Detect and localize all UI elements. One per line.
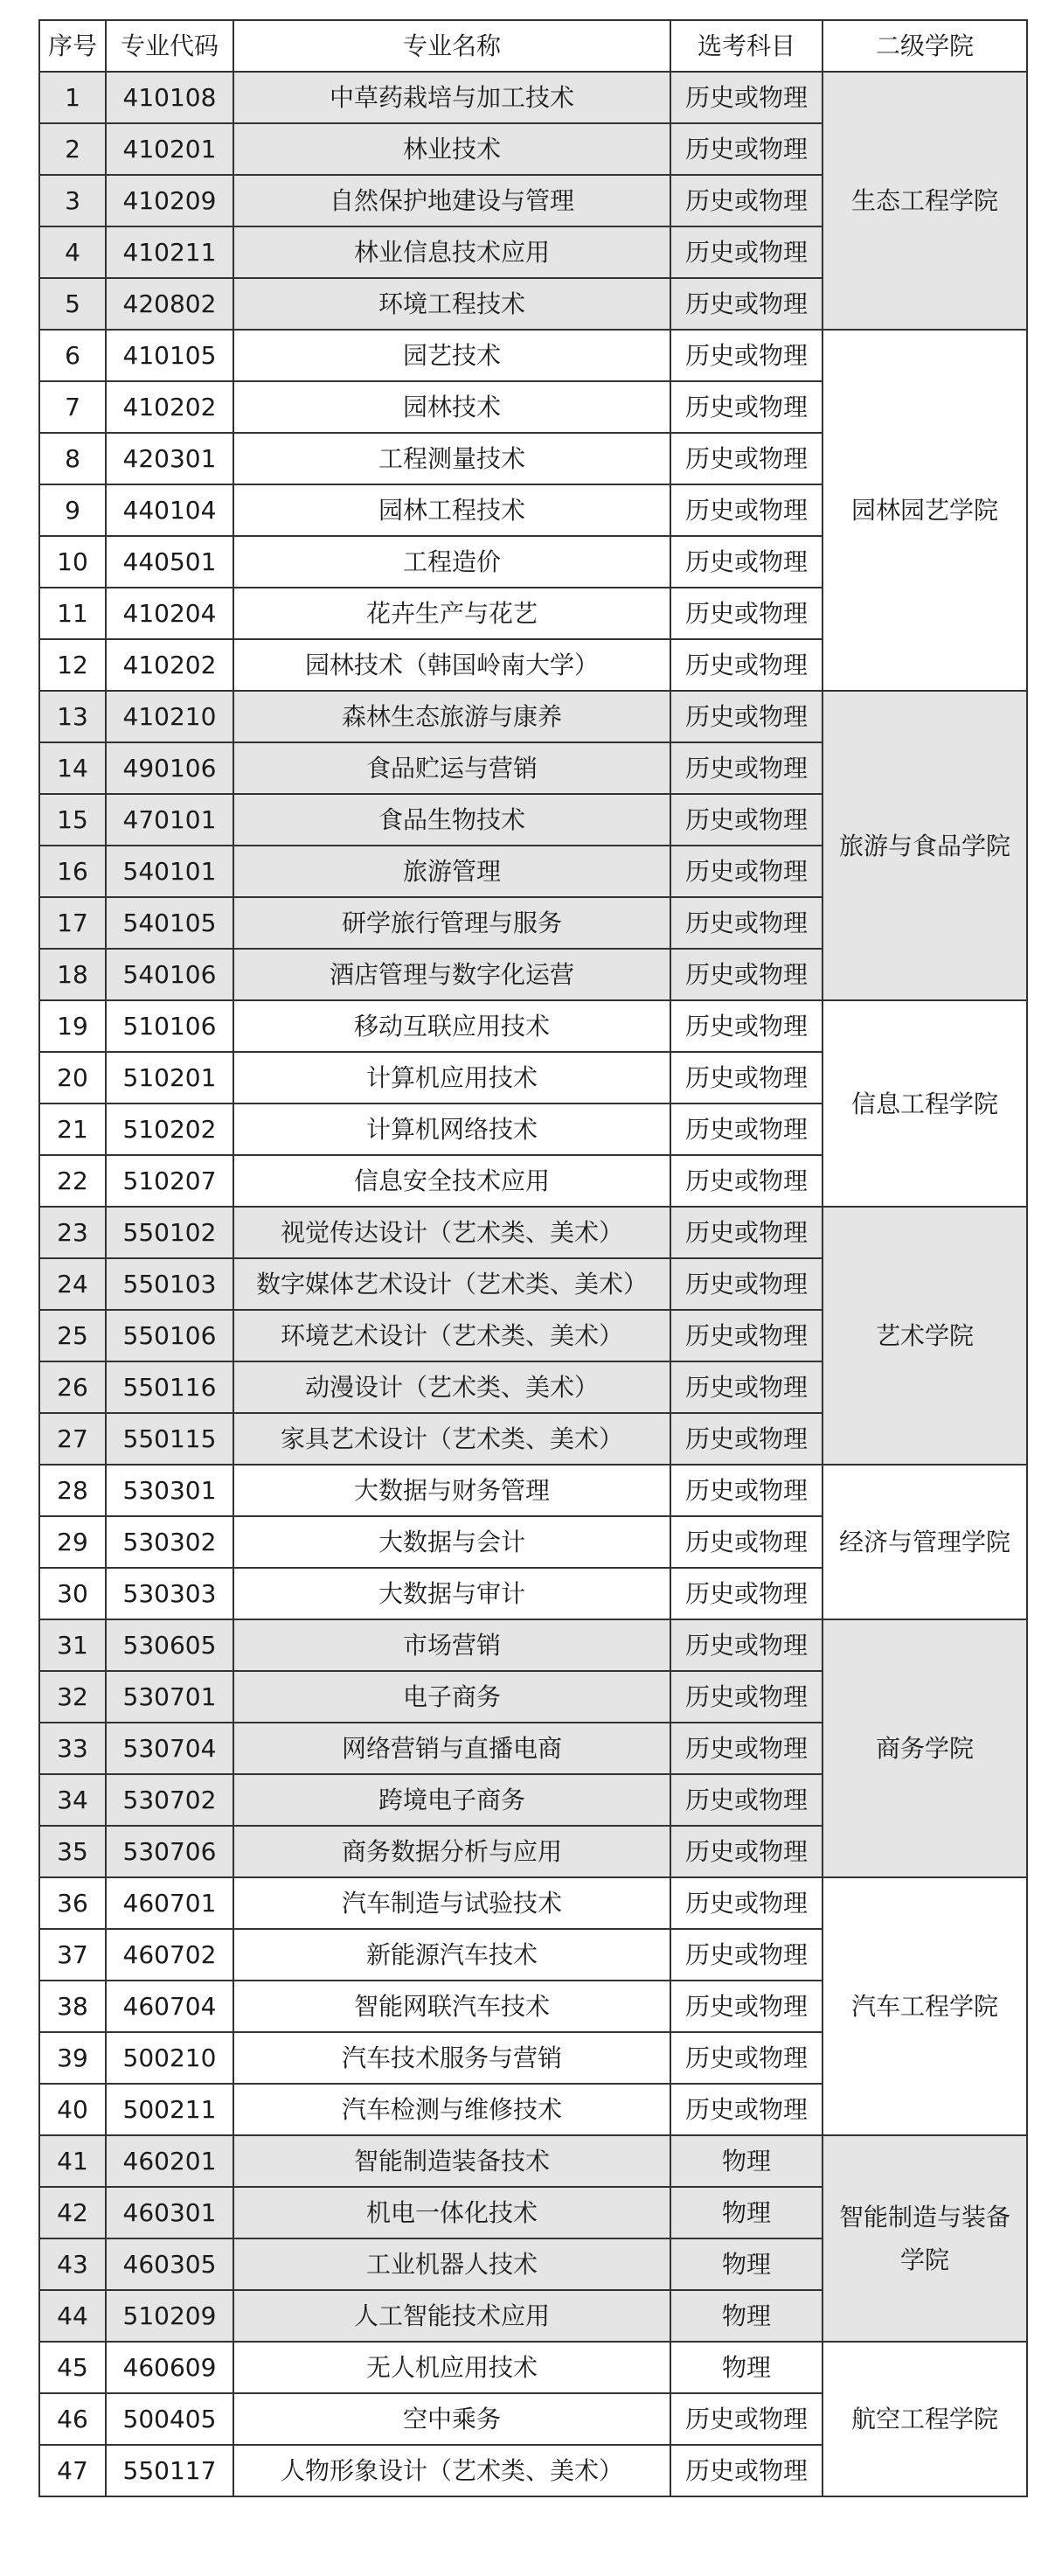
exam-subject: 物理: [670, 2238, 823, 2290]
header-college: 二级学院: [823, 20, 1027, 72]
major-name: 食品生物技术: [233, 794, 670, 846]
exam-subject: 历史或物理: [670, 794, 823, 846]
exam-subject: 物理: [670, 2135, 823, 2187]
table-body: [39, 72, 1027, 2496]
exam-subject: 历史或物理: [670, 691, 823, 742]
row-no: 20: [39, 1052, 106, 1104]
exam-subject: 历史或物理: [670, 846, 823, 897]
major-code: 410108: [106, 72, 233, 123]
row-no: 44: [39, 2290, 106, 2342]
row-no: 39: [39, 2032, 106, 2084]
college-name: 商务学院: [823, 1619, 1027, 1877]
college-name: 信息工程学院: [823, 1000, 1027, 1207]
exam-subject: 历史或物理: [670, 1000, 823, 1052]
major-name: 移动互联应用技术: [233, 1000, 670, 1052]
major-name: 中草药栽培与加工技术: [233, 72, 670, 123]
row-no: 13: [39, 691, 106, 742]
major-code: 530706: [106, 1826, 233, 1877]
major-code: 460609: [106, 2342, 233, 2393]
college-name: 智能制造与装备学院: [823, 2135, 1027, 2342]
exam-subject: 历史或物理: [670, 1258, 823, 1310]
exam-subject: 历史或物理: [670, 639, 823, 691]
major-name: 动漫设计（艺术类、美术）: [233, 1361, 670, 1413]
college-name: 生态工程学院: [823, 72, 1027, 330]
row-no: 4: [39, 226, 106, 278]
exam-subject: 历史或物理: [670, 897, 823, 949]
row-no: 46: [39, 2393, 106, 2445]
major-code: 490106: [106, 742, 233, 794]
major-code: 460704: [106, 1981, 233, 2032]
major-code: 440501: [106, 536, 233, 588]
exam-subject: 历史或物理: [670, 278, 823, 330]
row-no: 45: [39, 2342, 106, 2393]
major-name: 环境艺术设计（艺术类、美术）: [233, 1310, 670, 1361]
major-code: 460305: [106, 2238, 233, 2290]
major-name: 计算机网络技术: [233, 1104, 670, 1155]
row-no: 9: [39, 484, 106, 536]
major-name: 人物形象设计（艺术类、美术）: [233, 2445, 670, 2496]
major-name: 林业技术: [233, 123, 670, 175]
major-code: 510106: [106, 1000, 233, 1052]
exam-subject: 历史或物理: [670, 1413, 823, 1465]
row-no: 41: [39, 2135, 106, 2187]
row-no: 35: [39, 1826, 106, 1877]
exam-subject: 历史或物理: [670, 2445, 823, 2496]
college-name: 旅游与食品学院: [823, 691, 1027, 1000]
row-no: 10: [39, 536, 106, 588]
row-no: 3: [39, 175, 106, 226]
major-code: 550115: [106, 1413, 233, 1465]
major-name: 园林技术: [233, 381, 670, 433]
major-code: 530701: [106, 1671, 233, 1723]
major-name: 园林工程技术: [233, 484, 670, 536]
major-code: 550102: [106, 1207, 233, 1258]
row-no: 5: [39, 278, 106, 330]
row-no: 19: [39, 1000, 106, 1052]
major-name: 数字媒体艺术设计（艺术类、美术）: [233, 1258, 670, 1310]
exam-subject: 历史或物理: [670, 175, 823, 226]
exam-subject: 历史或物理: [670, 1361, 823, 1413]
row-no: 7: [39, 381, 106, 433]
exam-subject: 历史或物理: [670, 484, 823, 536]
major-name: 园林技术（韩国岭南大学）: [233, 639, 670, 691]
row-no: 24: [39, 1258, 106, 1310]
major-code: 460201: [106, 2135, 233, 2187]
major-code: 540105: [106, 897, 233, 949]
header-subject: 选考科目: [670, 20, 823, 72]
major-name: 环境工程技术: [233, 278, 670, 330]
row-no: 36: [39, 1877, 106, 1929]
row-no: 32: [39, 1671, 106, 1723]
exam-subject: 历史或物理: [670, 1516, 823, 1568]
major-code: 420802: [106, 278, 233, 330]
major-name: 网络营销与直播电商: [233, 1723, 670, 1774]
major-code: 460301: [106, 2187, 233, 2238]
major-name: 市场营销: [233, 1619, 670, 1671]
exam-subject: 历史或物理: [670, 1671, 823, 1723]
college-name: 经济与管理学院: [823, 1465, 1027, 1619]
row-no: 23: [39, 1207, 106, 1258]
exam-subject: 历史或物理: [670, 72, 823, 123]
table-row: [39, 1619, 1027, 1671]
exam-subject: 历史或物理: [670, 1723, 823, 1774]
major-name: 信息安全技术应用: [233, 1155, 670, 1207]
table-row: [39, 2135, 1027, 2187]
major-name: 工业机器人技术: [233, 2238, 670, 2290]
table-row: [39, 72, 1027, 123]
major-code: 410201: [106, 123, 233, 175]
exam-subject: 历史或物理: [670, 742, 823, 794]
table-row: [39, 1207, 1027, 1258]
major-code: 530702: [106, 1774, 233, 1826]
major-code: 550106: [106, 1310, 233, 1361]
exam-subject: 历史或物理: [670, 2393, 823, 2445]
row-no: 16: [39, 846, 106, 897]
row-no: 47: [39, 2445, 106, 2496]
table-row: [39, 1877, 1027, 1929]
exam-subject: 历史或物理: [670, 536, 823, 588]
row-no: 26: [39, 1361, 106, 1413]
row-no: 28: [39, 1465, 106, 1516]
header-name: 专业名称: [233, 20, 670, 72]
exam-subject: 历史或物理: [670, 1310, 823, 1361]
row-no: 29: [39, 1516, 106, 1568]
major-code: 550116: [106, 1361, 233, 1413]
row-no: 12: [39, 639, 106, 691]
row-no: 17: [39, 897, 106, 949]
row-no: 31: [39, 1619, 106, 1671]
major-name: 电子商务: [233, 1671, 670, 1723]
row-no: 27: [39, 1413, 106, 1465]
row-no: 1: [39, 72, 106, 123]
exam-subject: 历史或物理: [670, 1774, 823, 1826]
row-no: 25: [39, 1310, 106, 1361]
major-name: 无人机应用技术: [233, 2342, 670, 2393]
major-name: 视觉传达设计（艺术类、美术）: [233, 1207, 670, 1258]
major-name: 汽车检测与维修技术: [233, 2084, 670, 2135]
major-name: 新能源汽车技术: [233, 1929, 670, 1981]
header-no: 序号: [39, 20, 106, 72]
major-code: 550117: [106, 2445, 233, 2496]
college-name: 航空工程学院: [823, 2342, 1027, 2496]
major-name: 机电一体化技术: [233, 2187, 670, 2238]
major-code: 410105: [106, 330, 233, 381]
major-code: 460702: [106, 1929, 233, 1981]
exam-subject: 历史或物理: [670, 1568, 823, 1619]
exam-subject: 历史或物理: [670, 949, 823, 1000]
major-name: 智能网联汽车技术: [233, 1981, 670, 2032]
row-no: 22: [39, 1155, 106, 1207]
exam-subject: 历史或物理: [670, 1826, 823, 1877]
major-name: 酒店管理与数字化运营: [233, 949, 670, 1000]
major-name: 家具艺术设计（艺术类、美术）: [233, 1413, 670, 1465]
major-name: 自然保护地建设与管理: [233, 175, 670, 226]
exam-subject: 历史或物理: [670, 588, 823, 639]
major-name: 食品贮运与营销: [233, 742, 670, 794]
row-no: 15: [39, 794, 106, 846]
major-code: 410209: [106, 175, 233, 226]
header-row: [39, 20, 1027, 72]
row-no: 38: [39, 1981, 106, 2032]
major-name: 汽车技术服务与营销: [233, 2032, 670, 2084]
major-code: 410202: [106, 381, 233, 433]
exam-subject: 历史或物理: [670, 1981, 823, 2032]
exam-subject: 物理: [670, 2342, 823, 2393]
major-name: 林业信息技术应用: [233, 226, 670, 278]
header-code: 专业代码: [106, 20, 233, 72]
row-no: 30: [39, 1568, 106, 1619]
college-name: 艺术学院: [823, 1207, 1027, 1465]
major-name: 计算机应用技术: [233, 1052, 670, 1104]
major-code: 500405: [106, 2393, 233, 2445]
major-code: 410204: [106, 588, 233, 639]
major-name: 大数据与财务管理: [233, 1465, 670, 1516]
major-name: 旅游管理: [233, 846, 670, 897]
major-code: 500210: [106, 2032, 233, 2084]
major-code: 410210: [106, 691, 233, 742]
major-code: 550103: [106, 1258, 233, 1310]
college-name: 园林园艺学院: [823, 330, 1027, 691]
major-code: 510207: [106, 1155, 233, 1207]
exam-subject: 物理: [670, 2290, 823, 2342]
table-row: [39, 1000, 1027, 1052]
table-row: [39, 2342, 1027, 2393]
major-table: [38, 19, 1028, 2497]
exam-subject: 历史或物理: [670, 1052, 823, 1104]
major-name: 智能制造装备技术: [233, 2135, 670, 2187]
major-code: 440104: [106, 484, 233, 536]
row-no: 40: [39, 2084, 106, 2135]
table-row: [39, 691, 1027, 742]
major-name: 商务数据分析与应用: [233, 1826, 670, 1877]
major-code: 500211: [106, 2084, 233, 2135]
major-name: 跨境电子商务: [233, 1774, 670, 1826]
major-code: 510201: [106, 1052, 233, 1104]
major-name: 大数据与会计: [233, 1516, 670, 1568]
major-code: 530704: [106, 1723, 233, 1774]
exam-subject: 历史或物理: [670, 1929, 823, 1981]
exam-subject: 历史或物理: [670, 330, 823, 381]
major-code: 530302: [106, 1516, 233, 1568]
row-no: 11: [39, 588, 106, 639]
exam-subject: 历史或物理: [670, 381, 823, 433]
major-name: 人工智能技术应用: [233, 2290, 670, 2342]
exam-subject: 历史或物理: [670, 123, 823, 175]
row-no: 42: [39, 2187, 106, 2238]
exam-subject: 历史或物理: [670, 1465, 823, 1516]
exam-subject: 历史或物理: [670, 226, 823, 278]
table-row: [39, 330, 1027, 381]
table-row: [39, 1465, 1027, 1516]
exam-subject: 历史或物理: [670, 1619, 823, 1671]
major-name: 空中乘务: [233, 2393, 670, 2445]
major-code: 530605: [106, 1619, 233, 1671]
major-code: 410211: [106, 226, 233, 278]
row-no: 2: [39, 123, 106, 175]
row-no: 43: [39, 2238, 106, 2290]
row-no: 6: [39, 330, 106, 381]
college-name: 汽车工程学院: [823, 1877, 1027, 2135]
major-code: 510202: [106, 1104, 233, 1155]
exam-subject: 历史或物理: [670, 1155, 823, 1207]
exam-subject: 物理: [670, 2187, 823, 2238]
major-name: 大数据与审计: [233, 1568, 670, 1619]
major-code: 530301: [106, 1465, 233, 1516]
major-code: 510209: [106, 2290, 233, 2342]
major-code: 540106: [106, 949, 233, 1000]
major-name: 汽车制造与试验技术: [233, 1877, 670, 1929]
major-code: 420301: [106, 433, 233, 484]
exam-subject: 历史或物理: [670, 433, 823, 484]
major-code: 540101: [106, 846, 233, 897]
major-code: 460701: [106, 1877, 233, 1929]
exam-subject: 历史或物理: [670, 1877, 823, 1929]
major-name: 工程测量技术: [233, 433, 670, 484]
major-name: 森林生态旅游与康养: [233, 691, 670, 742]
exam-subject: 历史或物理: [670, 1104, 823, 1155]
row-no: 34: [39, 1774, 106, 1826]
major-code: 530303: [106, 1568, 233, 1619]
major-name: 工程造价: [233, 536, 670, 588]
exam-subject: 历史或物理: [670, 2084, 823, 2135]
major-code: 470101: [106, 794, 233, 846]
exam-subject: 历史或物理: [670, 2032, 823, 2084]
row-no: 8: [39, 433, 106, 484]
row-no: 21: [39, 1104, 106, 1155]
major-code: 410202: [106, 639, 233, 691]
row-no: 18: [39, 949, 106, 1000]
major-name: 花卉生产与花艺: [233, 588, 670, 639]
row-no: 37: [39, 1929, 106, 1981]
exam-subject: 历史或物理: [670, 1207, 823, 1258]
major-name: 园艺技术: [233, 330, 670, 381]
major-name: 研学旅行管理与服务: [233, 897, 670, 949]
row-no: 33: [39, 1723, 106, 1774]
row-no: 14: [39, 742, 106, 794]
